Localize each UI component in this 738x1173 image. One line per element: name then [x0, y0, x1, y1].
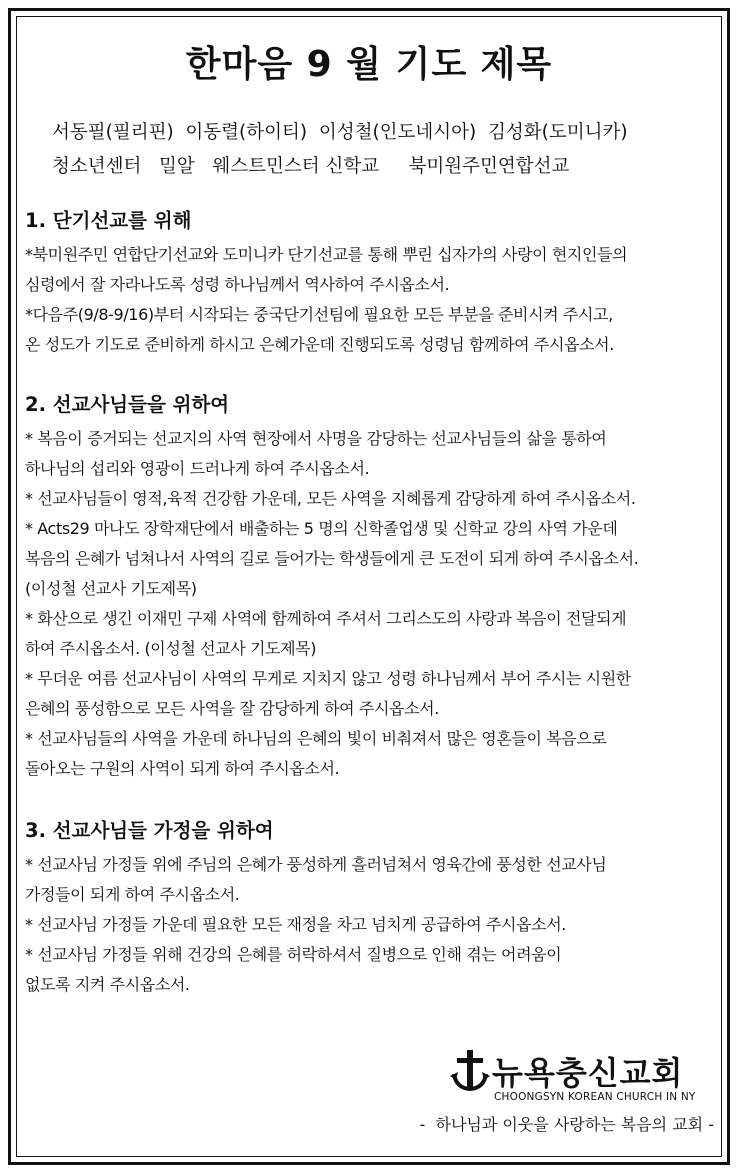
section-3-line: * 선교사님 가정들 위해 건강의 은혜를 허락하셔서 질병으로 인해 겪는 어려움이 [25, 945, 562, 964]
prayer-content [25, 202, 715, 1000]
section-2-line: (이성철 선교사 기도제목) [25, 579, 197, 598]
spacer [25, 360, 715, 386]
page-title: 한마음 9 월 기도 제목 [185, 44, 553, 85]
church-motto: - 하나님과 이웃을 사랑하는 복음의 교회 - [419, 1115, 714, 1134]
names-row-2: 청소년센터 밀알 웨스트민스터 신학교 북미원주민연합선교 [52, 156, 570, 177]
section-3-title: 3. 선교사님들 가정을 위하여 [25, 819, 274, 842]
section-2-line: 하나님의 섭리와 영광이 드러나게 하여 주시옵소서. [25, 459, 370, 478]
section-3-line: * 선교사님 가정들 가운데 필요한 모든 재정을 차고 넘치게 공급하여 주시옵소서. [25, 915, 566, 934]
section-2-line: 하여 주시옵소서. (이성철 선교사 기도제목) [25, 639, 317, 658]
section-2-line: * 복음이 증거되는 선교지의 사역 현장에서 사명을 감당하는 선교사님들의 삶을 통하여 [25, 429, 607, 448]
section-2-line: 복음의 은혜가 넘쳐나서 사역의 길로 들어가는 학생들에게 큰 도전이 되게 하여 주시옵소서. [25, 549, 639, 568]
section-2-line: * 선교사님들의 사역을 가운데 하나님의 은혜의 빛이 비춰져서 많은 영혼들이 복음으로 [25, 729, 607, 748]
section-3-line: * 선교사님 가정들 위에 주님의 은혜가 풍성하게 흘러넘쳐서 영육간에 풍성한 선교사님 [25, 855, 607, 874]
spacer [25, 784, 715, 812]
section-2-line: * 선교사님들이 영적,육적 건강함 가운데, 모든 사역을 지혜롭게 감당하게 하여 주시옵소서. [25, 489, 636, 508]
section-3-line: 가정들이 되게 하여 주시옵소서. [25, 885, 240, 904]
section-2-line: 돌아오는 구원의 사역이 되게 하여 주시옵소서. [25, 759, 340, 778]
section-2-title: 2. 선교사님들을 위하여 [25, 393, 230, 416]
section-3-line: 없도록 지켜 주시옵소서. [25, 975, 190, 994]
cross-anchor-icon [450, 1048, 490, 1096]
section-2-line: 은혜의 풍성함으로 모든 사역을 잘 감당하게 하여 주시옵소서. [25, 699, 439, 718]
section-1-line: *다음주(9/8-9/16)부터 시작되는 중국단기선팀에 필요한 모든 부분을 준비시켜 주시고, [25, 305, 613, 324]
church-logo [450, 1048, 700, 1108]
church-name-english: CHOONGSYN KOREAN CHURCH IN NY [494, 1091, 696, 1103]
missionary-names [52, 116, 628, 184]
section-1-line: *북미원주민 연합단기선교와 도미니카 단기선교를 통해 뿌린 십자가의 사랑이 현지인들의 [25, 245, 628, 264]
names-row-1: 서동필(필리핀) 이동렬(하이티) 이성철(인도네시아) 김성화(도미니카) [52, 122, 628, 143]
church-name: 뉴욕충신교회 [492, 1054, 684, 1092]
section-2-line: * 무더운 여름 선교사님이 사역의 무게로 지치지 않고 성령 하나님께서 부어 주시는 시원한 [25, 669, 631, 688]
section-2-line: * 화산으로 생긴 이재민 구제 사역에 함께하여 주셔서 그리스도의 사랑과 복음이 전달되게 [25, 609, 627, 628]
section-1-line: 온 성도가 기도로 준비하게 하시고 은혜가운데 진행되도록 성령님 함께하여 주시옵소서. [25, 335, 614, 354]
section-2-line: * Acts29 마나도 장학재단에서 배출하는 5 명의 신학졸업생 및 신학교 강의 사역 가운데 [25, 519, 618, 538]
section-1-title: 1. 단기선교를 위해 [25, 209, 192, 232]
section-1-line: 심령에서 잘 자라나도록 성령 하나님께서 역사하여 주시옵소서. [25, 275, 450, 294]
